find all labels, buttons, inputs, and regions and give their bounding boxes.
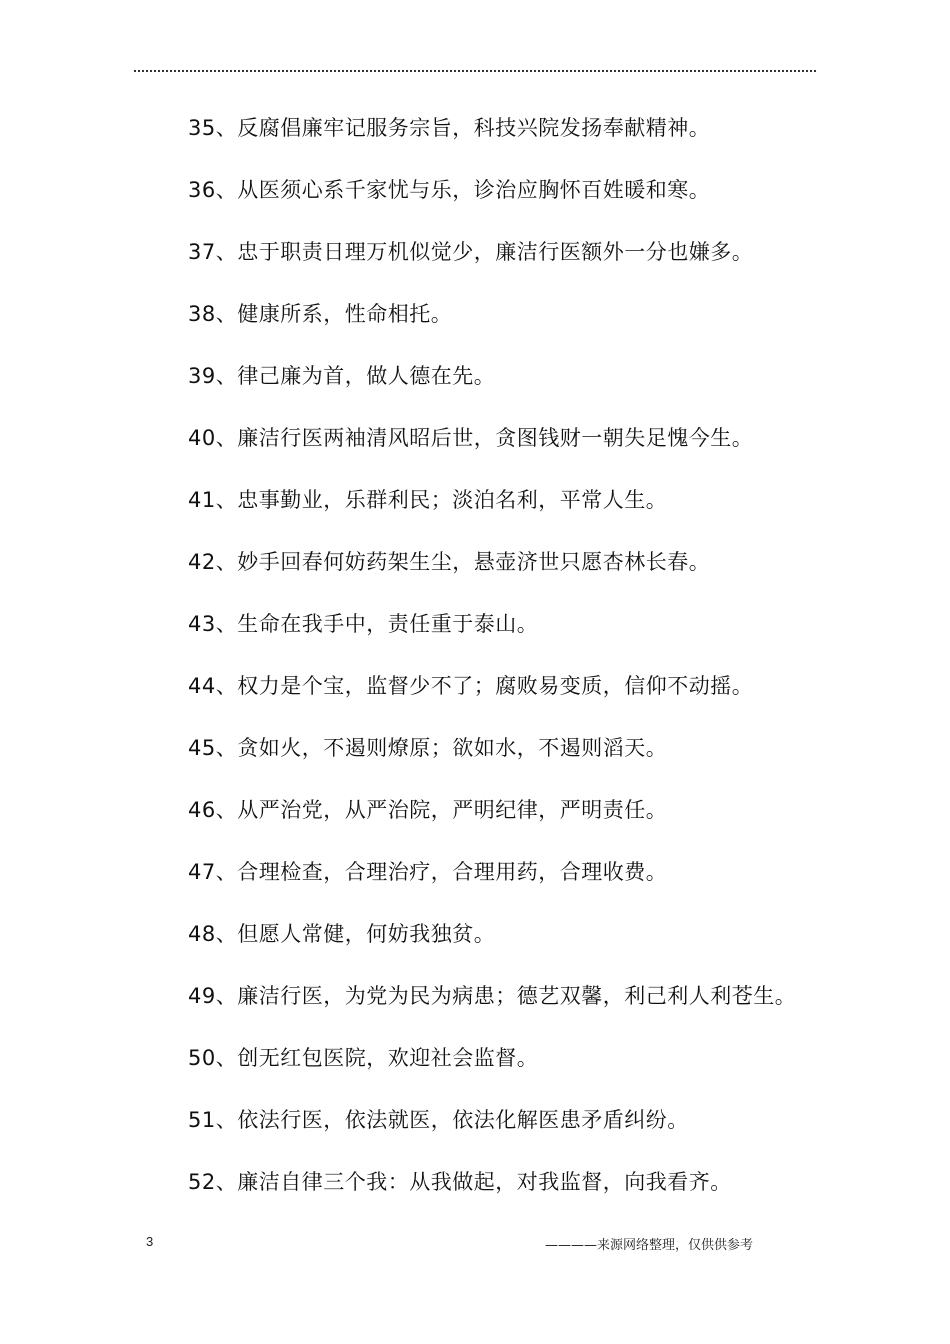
list-item: 42、妙手回春何妨药架生尘，悬壶济世只愿杏林长春。	[188, 550, 711, 574]
list-item: 39、律己廉为首，做人德在先。	[188, 364, 496, 388]
list-item: 52、廉洁自律三个我：从我做起，对我监督，向我看齐。	[188, 1170, 732, 1194]
list-item: 51、依法行医，依法就医，依法化解医患矛盾纠纷。	[188, 1108, 689, 1132]
list-item: 38、健康所系，性命相托。	[188, 302, 453, 326]
list-item: 49、廉洁行医，为党为民为病患；德艺双馨，利己利人利苍生。	[188, 984, 797, 1008]
list-item: 40、廉洁行医两袖清风昭后世，贪图钱财一朝失足愧今生。	[188, 426, 754, 450]
list-item: 41、忠事勤业，乐群利民；淡泊名利，平常人生。	[188, 488, 668, 512]
page-number: 3	[146, 1234, 154, 1249]
list-item: 43、生命在我手中，责任重于泰山。	[188, 612, 539, 636]
list-item: 37、忠于职责日理万机似觉少，廉洁行医额外一分也嫌多。	[188, 240, 754, 264]
list-item: 45、贪如火，不遏则燎原；欲如水，不遏则滔天。	[188, 736, 668, 760]
list-item: 46、从严治党，从严治院，严明纪律，严明责任。	[188, 798, 668, 822]
source-note: ————来源网络整理，仅供供参考	[545, 1238, 754, 1253]
list-item: 35、反腐倡廉牢记服务宗旨，科技兴院发扬奉献精神。	[188, 116, 711, 140]
list-item: 48、但愿人常健，何妨我独贫。	[188, 922, 496, 946]
list-item: 50、创无红包医院，欢迎社会监督。	[188, 1046, 539, 1070]
slogan-list	[188, 108, 828, 1224]
page-footer	[0, 1234, 950, 1254]
header-divider	[134, 70, 816, 72]
list-item: 36、从医须心系千家忧与乐，诊治应胸怀百姓暖和寒。	[188, 178, 711, 202]
list-item: 44、权力是个宝，监督少不了；腐败易变质，信仰不动摇。	[188, 674, 754, 698]
list-item: 47、合理检查，合理治疗，合理用药，合理收费。	[188, 860, 668, 884]
